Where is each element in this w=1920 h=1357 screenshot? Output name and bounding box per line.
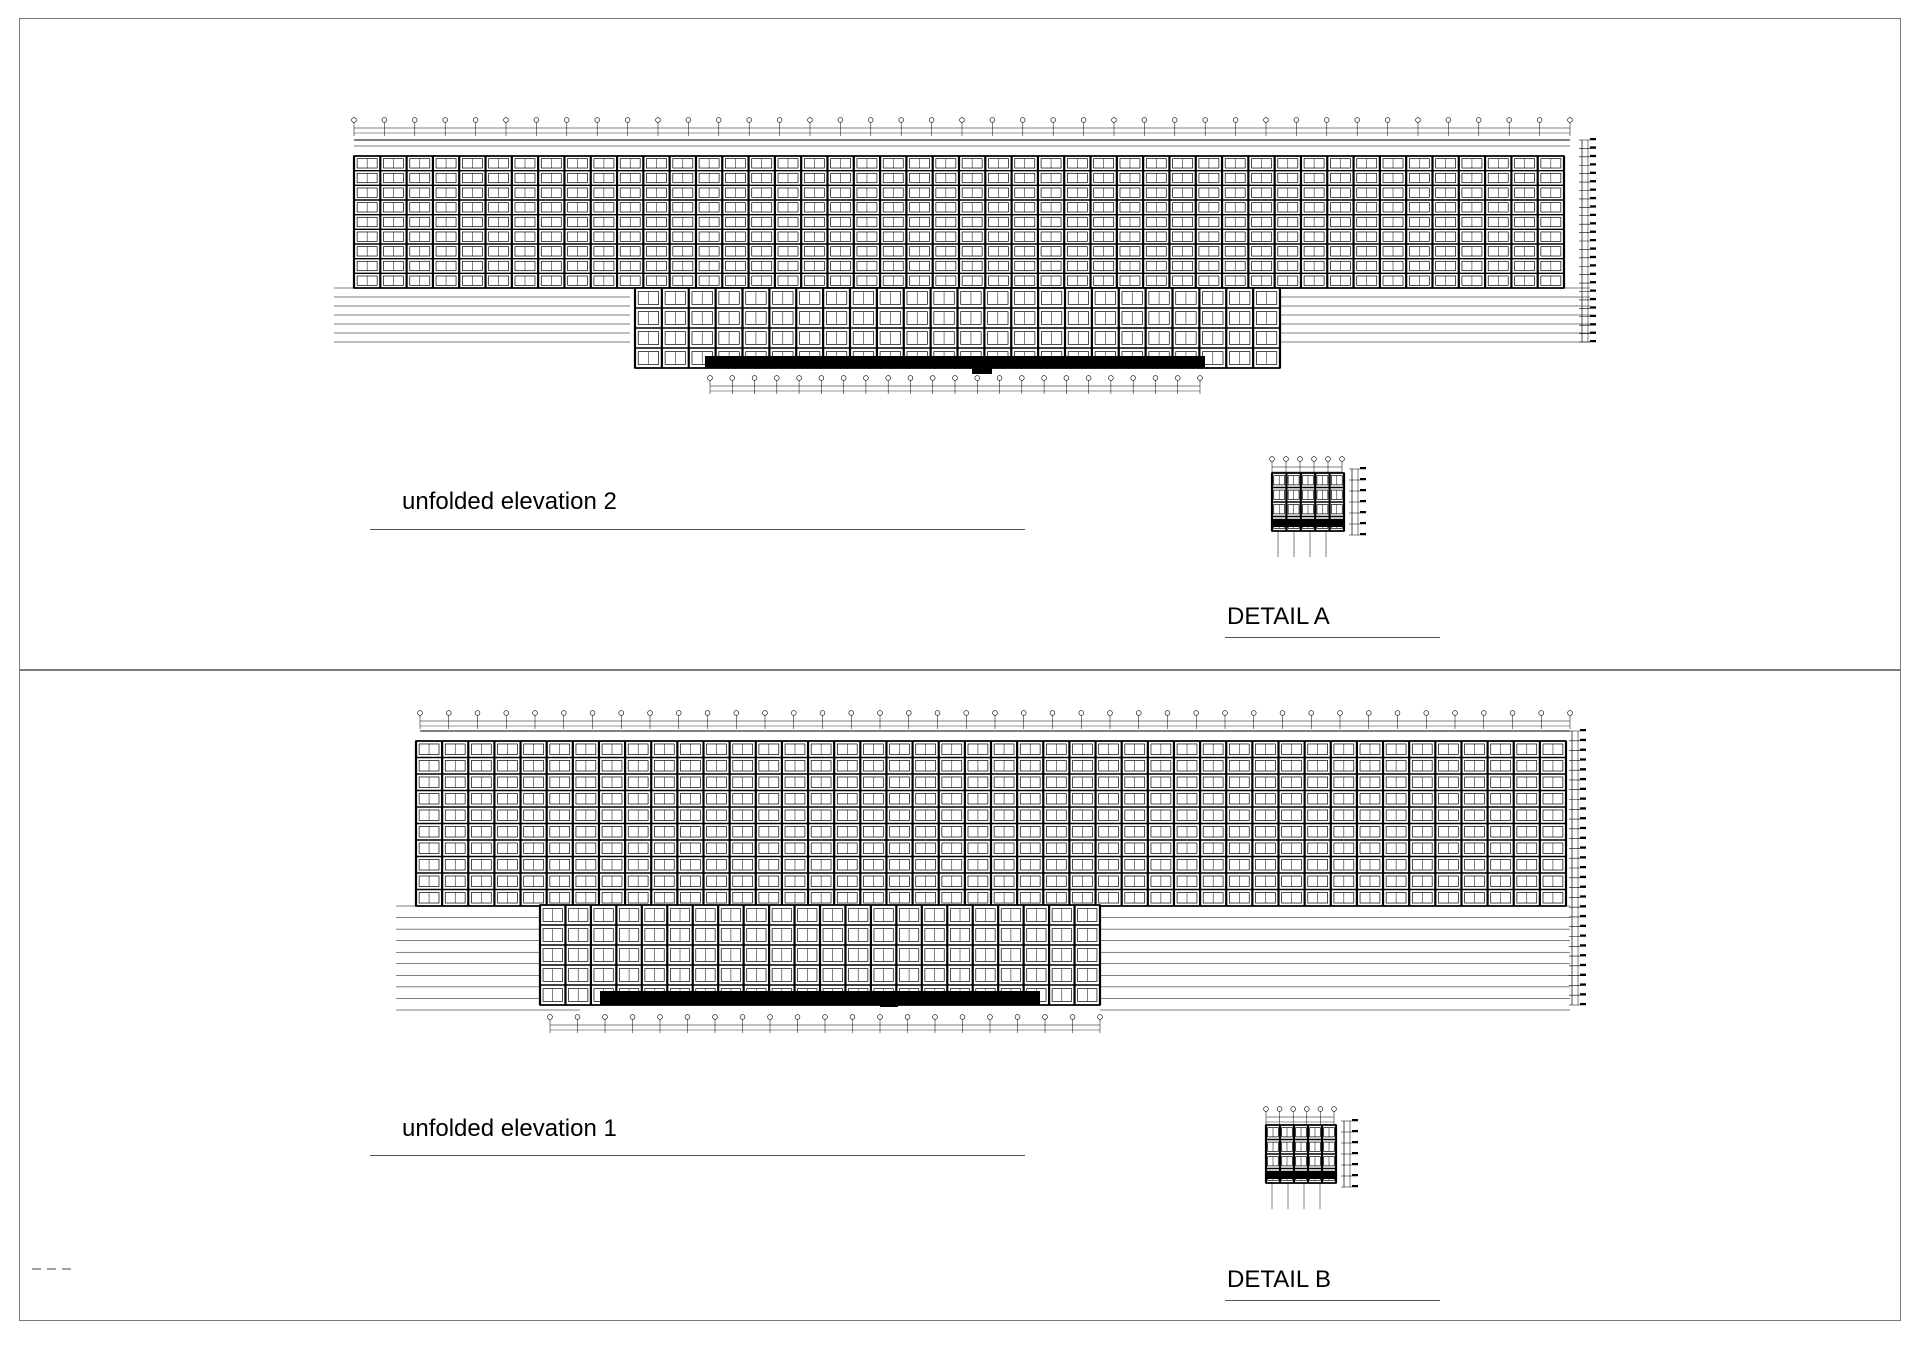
view-title-rule: [370, 529, 1025, 530]
unfolded-elevation-2-drawing: [320, 110, 1620, 460]
view-title-rule: [370, 1155, 1025, 1156]
unfolded-elevation-1-drawing: [380, 705, 1680, 1045]
view-title-detail-a: DETAIL A: [1227, 603, 1330, 630]
detail-a-drawing: [1260, 455, 1390, 565]
view-title-elevation-2: unfolded elevation 2: [402, 488, 617, 515]
grid-axis-markers: [1264, 1107, 1337, 1125]
facade-grid: [416, 741, 1566, 906]
grid-axis-markers: [708, 376, 1203, 394]
level-markers: [1579, 138, 1596, 342]
facade-grid: [540, 905, 1100, 1005]
grid-axis-markers: [1270, 457, 1345, 475]
facade-grid: [354, 156, 1564, 288]
level-markers: [1341, 1119, 1358, 1187]
view-title-elevation-1: unfolded elevation 1: [402, 1115, 617, 1142]
view-title-detail-b: DETAIL B: [1227, 1266, 1332, 1293]
dash-mark: [32, 1266, 82, 1272]
view-title-rule: [1225, 1300, 1440, 1301]
view-title-rule: [1225, 637, 1440, 638]
grid-axis-markers: [418, 711, 1573, 729]
grid-axis-markers: [548, 1015, 1103, 1033]
grid-axis-markers: [352, 118, 1573, 136]
detail-b-drawing: [1250, 1105, 1380, 1215]
level-markers: [1349, 467, 1366, 535]
level-markers: [1569, 729, 1586, 1005]
